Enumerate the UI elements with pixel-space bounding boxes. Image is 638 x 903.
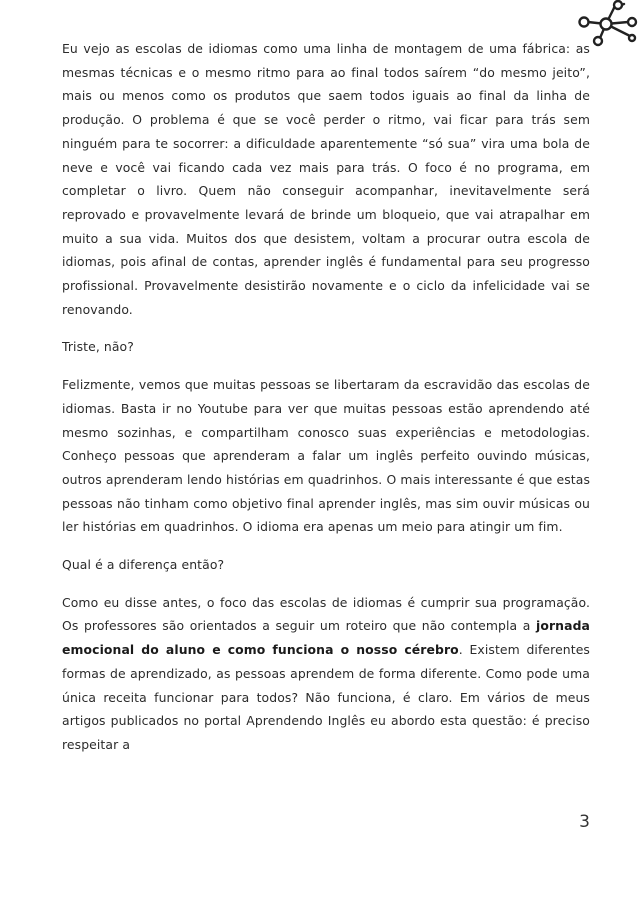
article-body: [62, 37, 590, 771]
paragraph-3: Felizmente, vemos que muitas pessoas se libertaram da escravidão das escolas de idiomas. Basta ir no Youtube para ver que muitas pessoas estão aprendendo até mesmo sozinhas, e compartilham conosco suas experiências e metodologias. Conheço pessoas que aprenderam a falar um inglês perfeito ouvindo músicas, outros aprenderam lendo histórias em quadrinhos. O mais interessante é que estas pessoas não tinham como objetivo final aprender inglês, mas sim ouvir músicas ou ler histórias em quadrinhos. O idioma era apenas um meio para atingir um fim.: [62, 377, 590, 535]
paragraph-5-bold: jornada emocional do aluno e como funciona o nosso cérebro: [62, 618, 590, 658]
paragraph-5: [62, 591, 590, 757]
paragraph-2: Triste, não?: [62, 339, 134, 355]
paragraph-5-part-b: . Existem diferentes formas de aprendizado, as pessoas aprendem de forma diferente. Como pode uma única receita funcionar para todos? Não funciona, é claro. Em vários de meus artigos publicados no portal Aprendendo Inglês eu abordo esta questão: é preciso respeitar a: [62, 642, 590, 752]
paragraph-1: Eu vejo as escolas de idiomas como uma linha de montagem de uma fábrica: as mesmas técnicas e o mesmo ritmo para ao final todos saírem “do mesmo jeito”, mais ou menos como os produtos que saem todos iguais ao final da linha de produção. O problema é que se você perder o ritmo, vai ficar para trás sem ninguém para te socorrer: a dificuldade aparentemente “só sua” vira uma bola de neve e você vai ficando cada vez mais para trás. O foco é no programa, em completar o livro. Quem não conseguir acompanhar, inevitavelmente será reprovado e provavelmente levará de brinde um bloqueio, que vai atrapalhar em muito a sua vida. Muitos dos que desistem, voltam a procurar outra escola de idiomas, pois afinal de contas, aprender inglês é fundamental para seu progresso profissional. Provavelmente desistirão novamente e o ciclo da infelicidade vai se renovando.: [62, 41, 590, 317]
paragraph-5-part-a: Como eu disse antes, o foco das escolas de idiomas é cumprir sua programação. Os professores são orientados a seguir um roteiro que não contempla a: [62, 594, 590, 634]
page-number: 3: [579, 812, 590, 832]
paragraph-4: Qual é a diferença então?: [62, 557, 225, 573]
